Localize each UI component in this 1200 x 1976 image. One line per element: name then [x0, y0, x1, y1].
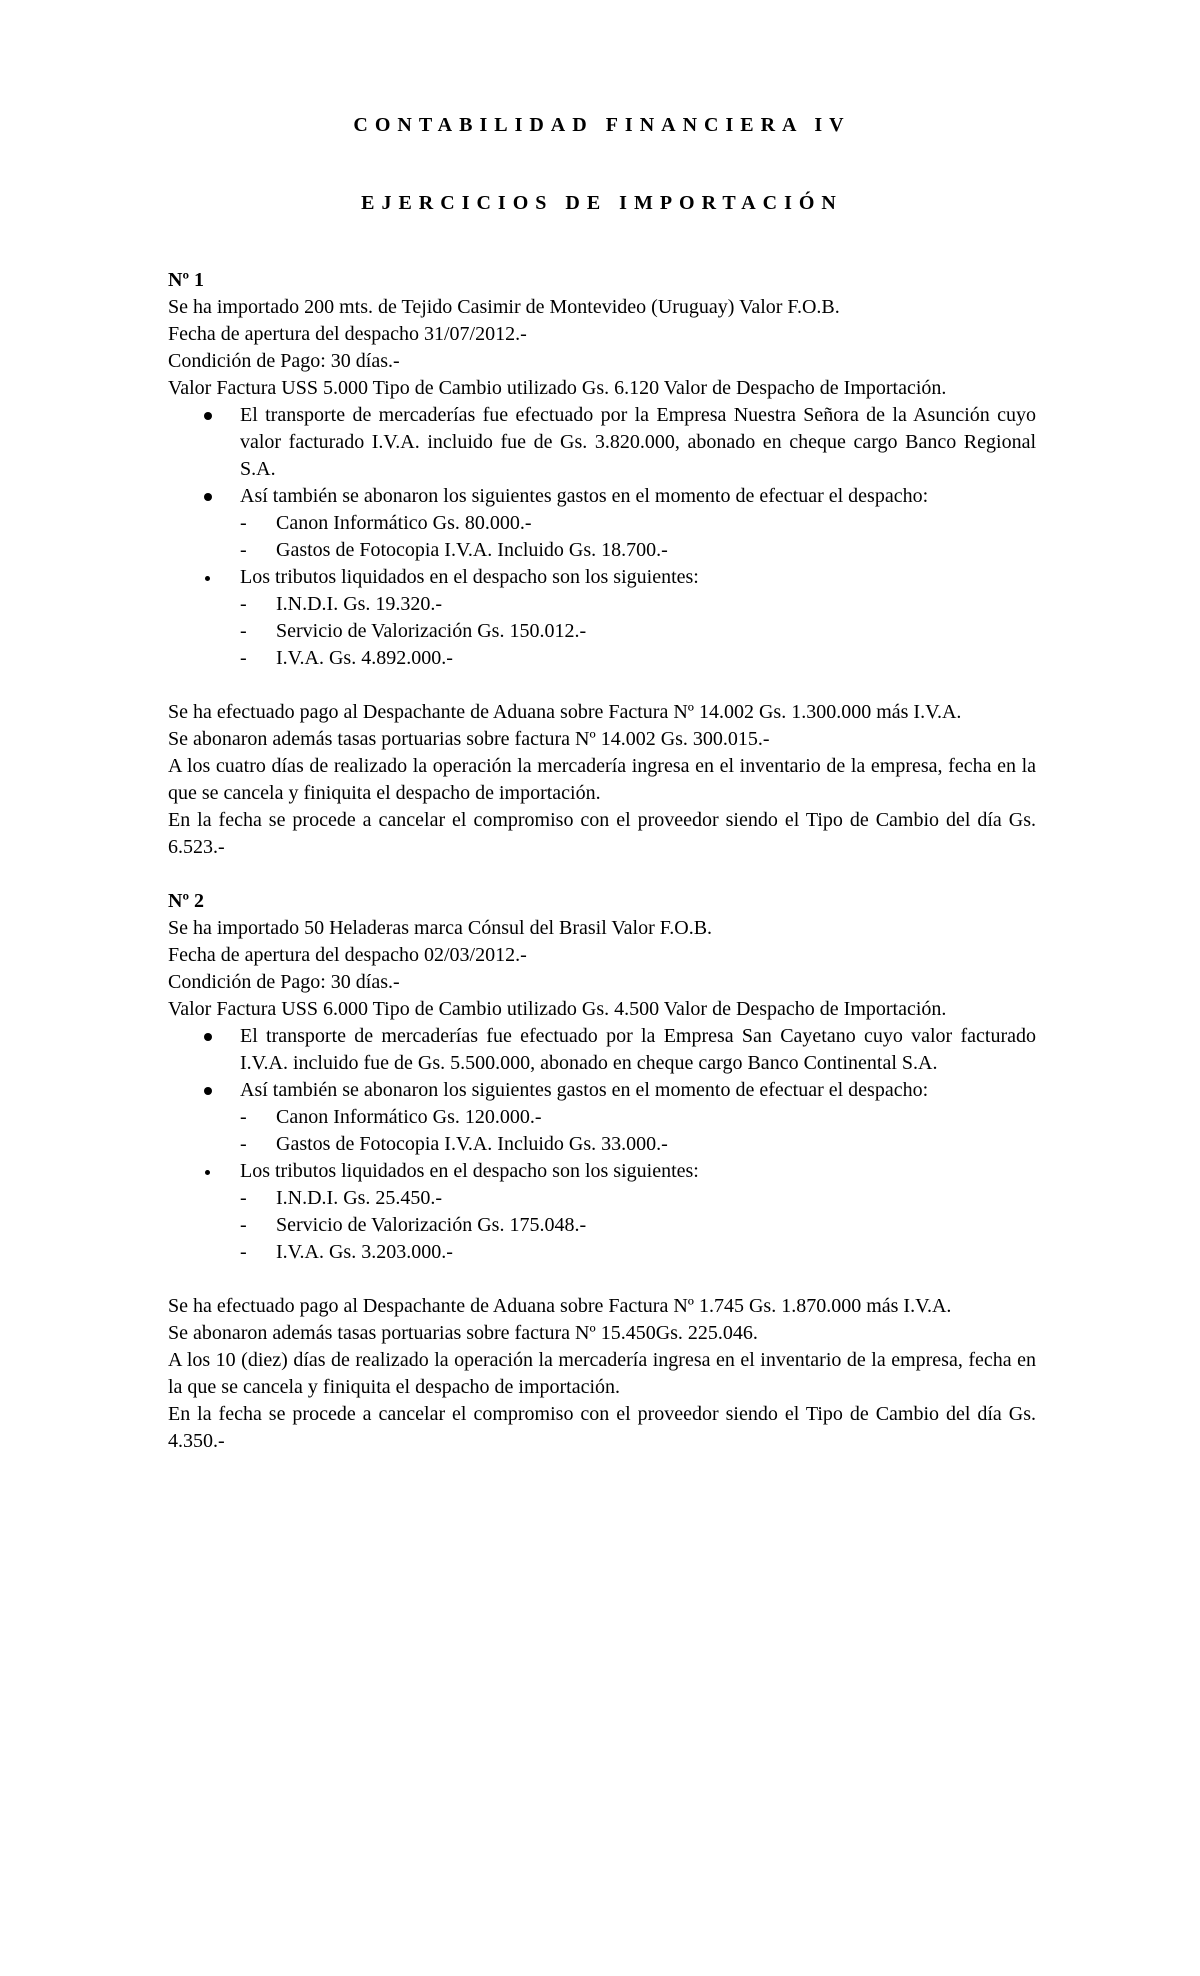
bullet-icon: [204, 412, 212, 420]
intro-line: Fecha de apertura del despacho 02/03/2012.-: [168, 944, 527, 966]
list-item: [168, 483, 1036, 564]
dash-icon: -: [240, 1133, 247, 1155]
intro-line: Condición de Pago: 30 días.-: [168, 350, 400, 372]
bullet-icon: [204, 1087, 212, 1095]
dash-icon: -: [240, 620, 247, 642]
transport-text: El transporte de mercaderías fue efectuado por la Empresa Nuestra Señora de la Asunción cuyo valor facturado I.V.A. incluido fue de Gs. 3.820.000, abonado en cheque cargo Banco Regional S.A.: [240, 404, 1036, 480]
expense-item: Gastos de Fotocopia I.V.A. Incluido Gs. 33.000.-: [276, 1133, 668, 1155]
closing-line: En la fecha se procede a cancelar el compromiso con el proveedor siendo el Tipo de Cambio del día Gs. 6.523.-: [168, 809, 1036, 858]
expense-item: Canon Informático Gs. 80.000.-: [276, 512, 532, 534]
intro-line: Se ha importado 50 Heladeras marca Cónsul del Brasil Valor F.O.B.: [168, 917, 713, 939]
intro-line: Se ha importado 200 mts. de Tejido Casimir de Montevideo (Uruguay) Valor F.O.B.: [168, 296, 840, 318]
list-item: [204, 591, 1036, 618]
list-item: [204, 1239, 1036, 1266]
dash-icon: -: [240, 539, 247, 561]
list-item: [204, 1212, 1036, 1239]
expenses-list: [240, 1104, 1036, 1158]
expense-item: Gastos de Fotocopia I.V.A. Incluido Gs. 18.700.-: [276, 539, 668, 561]
intro-line: Condición de Pago: 30 días.-: [168, 971, 400, 993]
tax-item: I.V.A. Gs. 4.892.000.-: [276, 647, 453, 669]
dash-icon: -: [240, 1214, 247, 1236]
bullet-icon: [204, 493, 212, 501]
exercise-number: Nº 1: [168, 269, 205, 291]
taxes-intro: Los tributos liquidados en el despacho son los siguientes:: [240, 1160, 699, 1182]
intro-line: Fecha de apertura del despacho 31/07/2012.-: [168, 323, 527, 345]
taxes-list: [240, 591, 1036, 672]
tax-item: Servicio de Valorización Gs. 150.012.-: [276, 620, 587, 642]
document-body: [168, 112, 1036, 1455]
list-item: [168, 564, 1036, 672]
bullet-list: [168, 1023, 1036, 1266]
closing-line: Se ha efectuado pago al Despachante de Aduana sobre Factura Nº 1.745 Gs. 1.870.000 más I.V.A.: [168, 1295, 952, 1317]
dash-icon: -: [240, 1106, 247, 1128]
closing-line: A los 10 (diez) días de realizado la operación la mercadería ingresa en el inventario de la empresa, fecha en la que se cancela y finiquita el despacho de importación.: [168, 1349, 1036, 1398]
bullet-icon: [204, 1033, 212, 1041]
bullet-icon: [205, 576, 210, 581]
dash-icon: -: [240, 1241, 247, 1263]
list-item: [204, 537, 1036, 564]
exercise-2: [168, 888, 1036, 1455]
invoice-line: Valor Factura USS 6.000 Tipo de Cambio utilizado Gs. 4.500 Valor de Despacho de Importación.: [168, 998, 947, 1020]
list-item: [204, 1185, 1036, 1212]
exercises-title: EJERCICIOS DE IMPORTACIÓN: [361, 192, 843, 214]
dash-icon: -: [240, 647, 247, 669]
list-item: [204, 1131, 1036, 1158]
closing-line: Se abonaron además tasas portuarias sobre factura Nº 14.002 Gs. 300.015.-: [168, 728, 770, 750]
course-title: CONTABILIDAD FINANCIERA IV: [353, 114, 851, 136]
list-item: [168, 402, 1036, 483]
list-item: [168, 1077, 1036, 1158]
tax-item: Servicio de Valorización Gs. 175.048.-: [276, 1214, 587, 1236]
closing-line: A los cuatro días de realizado la operación la mercadería ingresa en el inventario de la empresa, fecha en la que se cancela y finiquita el despacho de importación.: [168, 755, 1036, 804]
closing-line: Se abonaron además tasas portuarias sobre factura Nº 15.450Gs. 225.046.: [168, 1322, 758, 1344]
expense-item: Canon Informático Gs. 120.000.-: [276, 1106, 542, 1128]
dash-icon: -: [240, 1187, 247, 1209]
expenses-list: [240, 510, 1036, 564]
list-item: [204, 618, 1036, 645]
taxes-intro: Los tributos liquidados en el despacho son los siguientes:: [240, 566, 699, 588]
transport-text: El transporte de mercaderías fue efectuado por la Empresa San Cayetano cuyo valor facturado I.V.A. incluido fue de Gs. 5.500.000, abonado en cheque cargo Banco Continental S.A.: [240, 1025, 1036, 1074]
bullet-list: [168, 402, 1036, 672]
expenses-intro: Así también se abonaron los siguientes gastos en el momento de efectuar el despacho:: [240, 1079, 929, 1101]
list-item: [204, 645, 1036, 672]
tax-item: I.N.D.I. Gs. 19.320.-: [276, 593, 443, 615]
dash-icon: -: [240, 593, 247, 615]
bullet-icon: [205, 1170, 210, 1175]
invoice-line: Valor Factura USS 5.000 Tipo de Cambio utilizado Gs. 6.120 Valor de Despacho de Importación.: [168, 377, 947, 399]
list-item: [204, 1104, 1036, 1131]
tax-item: I.V.A. Gs. 3.203.000.-: [276, 1241, 453, 1263]
taxes-list: [240, 1185, 1036, 1266]
exercise-number: Nº 2: [168, 890, 205, 912]
list-item: [168, 1158, 1036, 1266]
closing-line: En la fecha se procede a cancelar el compromiso con el proveedor siendo el Tipo de Cambio del día Gs. 4.350.-: [168, 1403, 1036, 1452]
list-item: [168, 1023, 1036, 1077]
exercise-1: [168, 267, 1036, 861]
expenses-intro: Así también se abonaron los siguientes gastos en el momento de efectuar el despacho:: [240, 485, 929, 507]
closing-line: Se ha efectuado pago al Despachante de Aduana sobre Factura Nº 14.002 Gs. 1.300.000 más I.V.A.: [168, 701, 962, 723]
list-item: [204, 510, 1036, 537]
tax-item: I.N.D.I. Gs. 25.450.-: [276, 1187, 443, 1209]
dash-icon: -: [240, 512, 247, 534]
